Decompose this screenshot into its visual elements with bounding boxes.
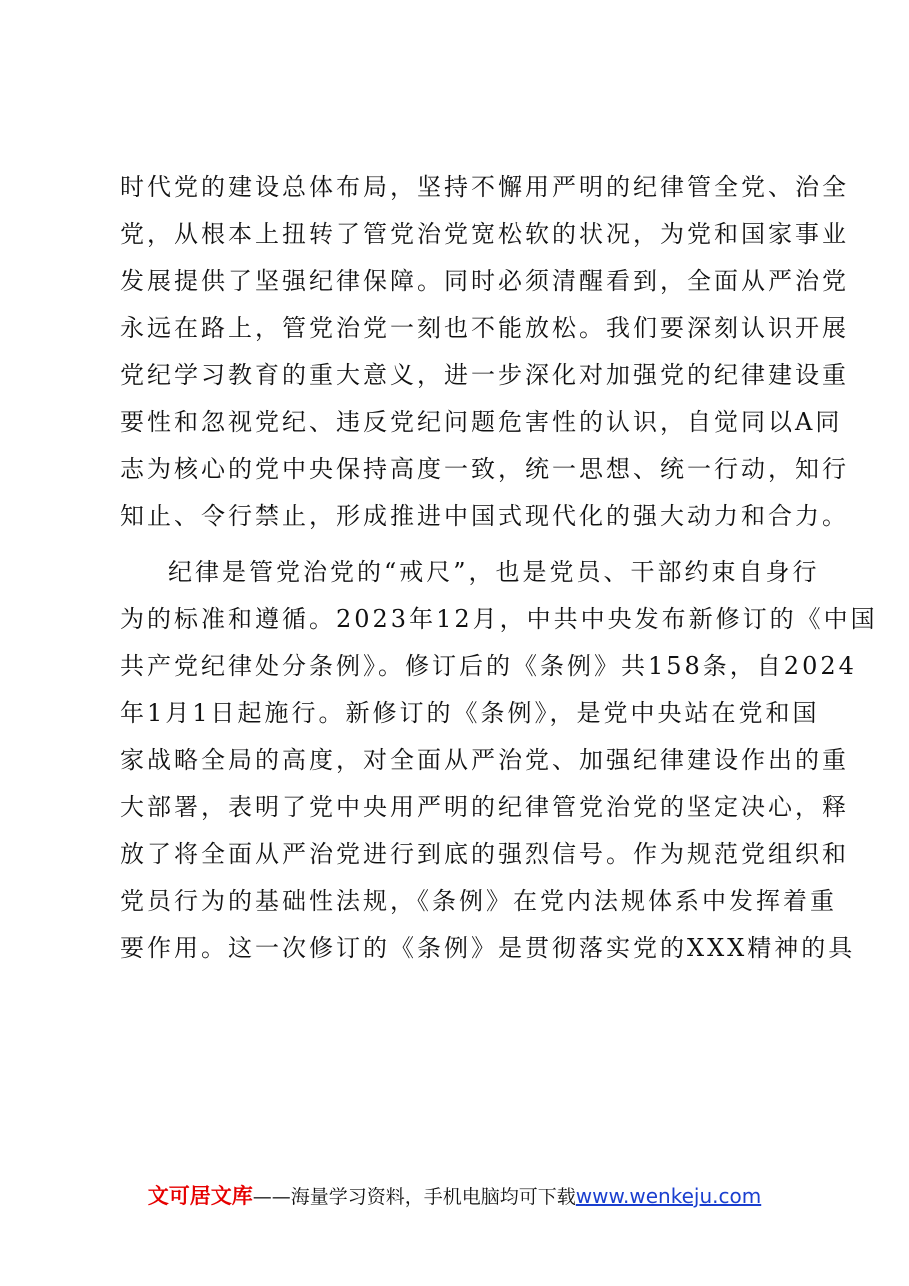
text-line: 党员行为的基础性法规，《条例》在党内法规体系中发挥着重	[120, 887, 837, 915]
brand-name: 文可居文库	[147, 1184, 253, 1208]
text-line: 纪律是管党治党的“戒尺”，也是党员、干部约束自身行	[168, 558, 820, 586]
text-line: 共产党纪律处分条例》。修订后的《条例》共158条，自2024	[120, 652, 857, 680]
text-line: 要性和忽视党纪、违反党纪问题危害性的认识，自觉同以A同	[120, 408, 843, 436]
text-line: 家战略全局的高度，对全面从严治党、加强纪律建设作出的重	[120, 746, 849, 774]
text-line: 时代党的建设总体布局，坚持不懈用严明的纪律管全党、治全	[120, 173, 849, 201]
text-line: 党纪学习教育的重大意义，进一步深化对加强党的纪律建设重	[120, 361, 849, 389]
website-link[interactable]: www.wenkeju.com	[575, 1184, 762, 1208]
text-line: 知止、令行禁止，形成推进中国式现代化的强大动力和合力。	[120, 502, 849, 530]
text-line: 志为核心的党中央保持高度一致，统一思想、统一行动，知行	[120, 455, 849, 483]
text-line: 为的标准和遵循。2023年12月，中共中央发布新修订的《中国	[120, 605, 878, 633]
text-line: 党，从根本上扭转了管党治党宽松软的状况，为党和国家事业	[120, 220, 849, 248]
text-line: 放了将全面从严治党进行到底的强烈信号。作为规范党组织和	[120, 840, 849, 868]
text-line: 永远在路上，管党治党一刻也不能放松。我们要深刻认识开展	[120, 314, 849, 342]
footer-dash: ——	[252, 1186, 291, 1208]
paragraph-gap	[120, 540, 796, 549]
text-line: 年1月1日起施行。新修订的《条例》，是党中央站在党和国	[120, 699, 820, 727]
footer-tagline: 海量学习资料，手机电脑均可下载	[290, 1186, 576, 1208]
document-body	[120, 164, 878, 972]
footer-banner	[0, 1180, 909, 1213]
text-line: 要作用。这一次修订的《条例》是贯彻落实党的XXX精神的具	[120, 934, 856, 962]
text-line: 发展提供了坚强纪律保障。同时必须清醒看到，全面从严治党	[120, 267, 849, 295]
text-line: 大部署，表明了党中央用严明的纪律管党治党的坚定决心，释	[120, 793, 849, 821]
